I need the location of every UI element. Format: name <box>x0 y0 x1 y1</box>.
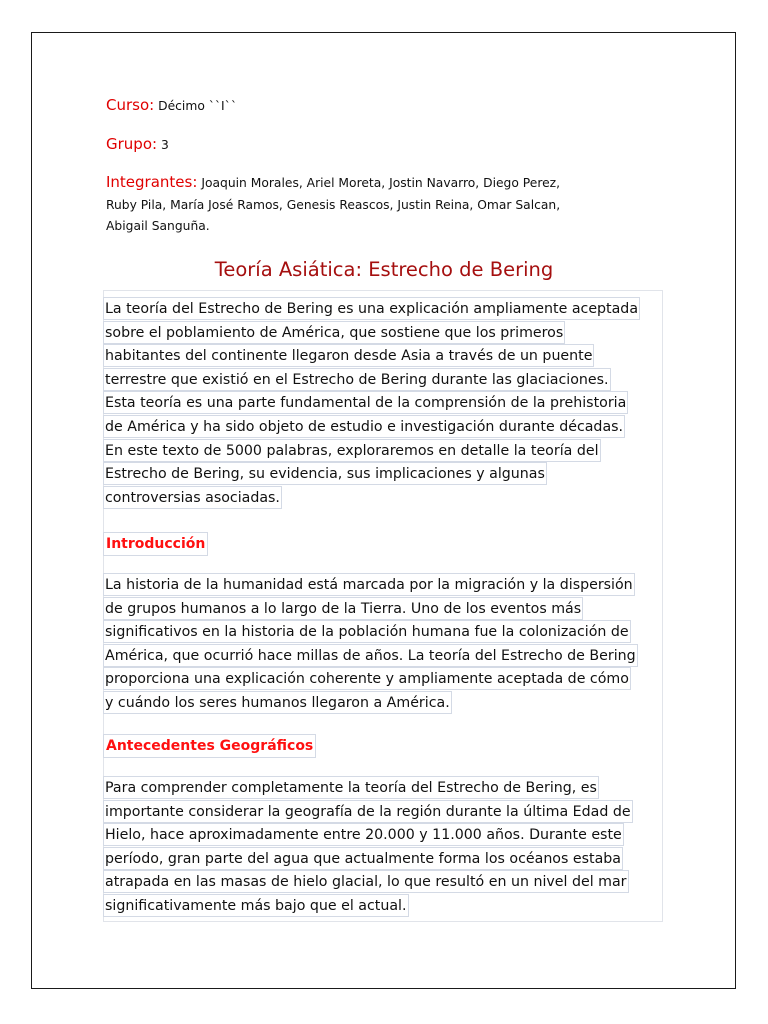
text-line: período, gran parte del agua que actualmente forma los océanos estaba <box>103 847 623 870</box>
text-line: América, que ocurrió hace millas de años. La teoría del Estrecho de Bering <box>103 644 638 667</box>
paragraph-antecedentes <box>103 776 663 918</box>
text-line: Esta teoría es una parte fundamental de la comprensión de la prehistoria <box>103 391 628 414</box>
group-value: 3 <box>160 138 169 152</box>
text-line: proporciona una explicación coherente y ampliamente aceptada de cómo <box>103 667 631 690</box>
text-line: La historia de la humanidad está marcada por la migración y la dispersión <box>103 573 635 596</box>
text-line: Estrecho de Bering, su evidencia, sus implicaciones y algunas <box>103 462 547 485</box>
text-line: controversias asociadas. <box>103 486 282 509</box>
course-value: Décimo ``I`` <box>158 99 237 113</box>
text-line: de América y ha sido objeto de estudio e investigación durante décadas. <box>103 415 625 438</box>
heading-introduccion: Introducción <box>103 532 208 556</box>
text-line: atrapada en las masas de hielo glacial, lo que resultó en un nivel del mar <box>103 870 629 893</box>
paragraph-intro <box>103 297 663 509</box>
text-line: Hielo, hace aproximadamente entre 20.000 y 11.000 años. Durante este <box>103 823 624 846</box>
paragraph-introduccion <box>103 573 663 715</box>
text-line: y cuándo los seres humanos llegaron a América. <box>103 691 452 714</box>
text-line: significativos en la historia de la población humana fue la colonización de <box>103 620 631 643</box>
heading-antecedentes: Antecedentes Geográficos <box>103 734 316 758</box>
text-line: habitantes del continente llegaron desde Asia a través de un puente <box>103 344 594 367</box>
text-line: de grupos humanos a lo largo de la Tierra. Uno de los eventos más <box>103 597 583 620</box>
text-line: sobre el poblamiento de América, que sostiene que los primeros <box>103 321 565 344</box>
text-line: En este texto de 5000 palabras, exploraremos en detalle la teoría del <box>103 439 601 462</box>
text-line: importante considerar la geografía de la región durante la última Edad de <box>103 800 633 823</box>
members-label: Integrantes: <box>106 173 198 191</box>
course-label: Curso: <box>106 96 155 114</box>
group-line <box>106 133 666 156</box>
members-line-3: Abigail Sanguña. <box>106 219 210 233</box>
text-line: La teoría del Estrecho de Bering es una explicación ampliamente aceptada <box>103 297 640 320</box>
course-line <box>106 94 666 117</box>
text-line: significativamente más bajo que el actual. <box>103 894 409 917</box>
text-line: Para comprender completamente la teoría del Estrecho de Bering, es <box>103 776 599 799</box>
members-names-1: Joaquin Morales, Ariel Moreta, Jostin Navarro, Diego Perez, <box>201 176 561 190</box>
members-line-2: Ruby Pila, María José Ramos, Genesis Reascos, Justin Reina, Omar Salcan, <box>106 197 561 212</box>
document-title: Teoría Asiática: Estrecho de Bering <box>214 258 554 281</box>
members-block <box>106 172 666 238</box>
members-line-1 <box>106 172 666 195</box>
group-label: Grupo: <box>106 135 158 153</box>
text-line: terrestre que existió en el Estrecho de Bering durante las glaciaciones. <box>103 368 611 391</box>
